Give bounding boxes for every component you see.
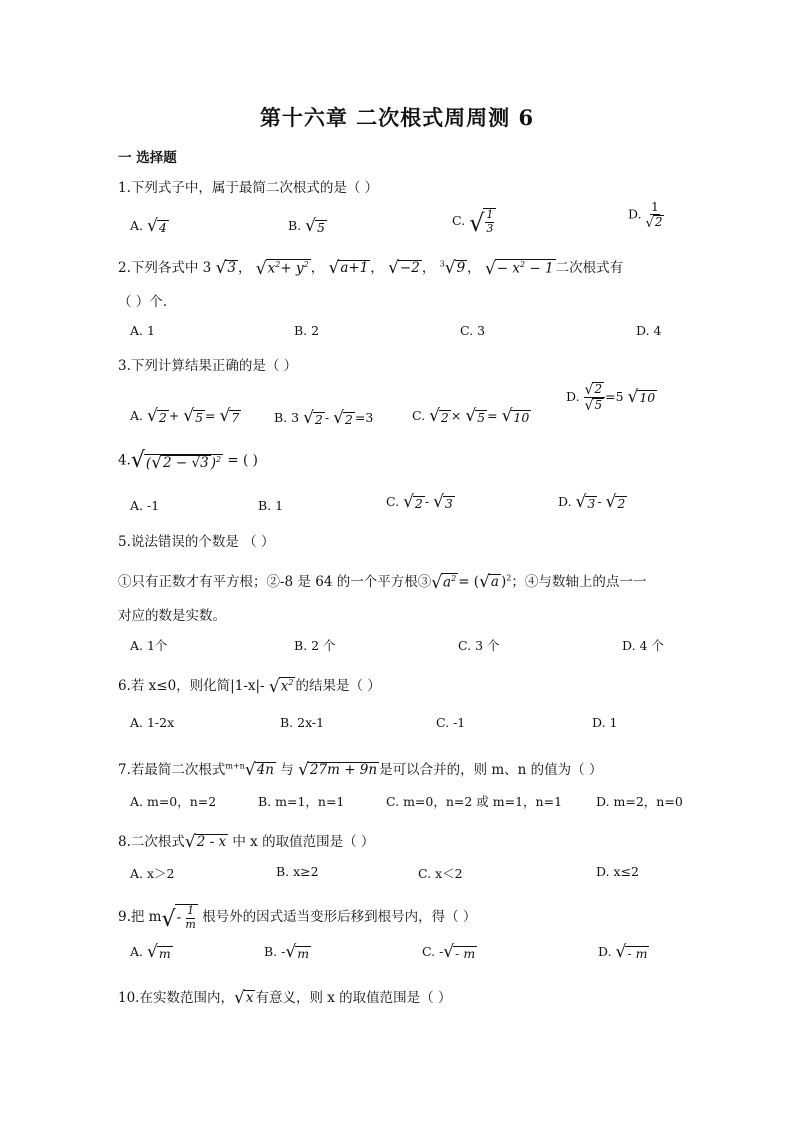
question-7-option-a: A. m=0，n=2 bbox=[130, 794, 217, 809]
question-8-option-b: B. x≥2 bbox=[276, 864, 319, 879]
question-1-stem: 1.下列式子中，属于最简二次根式的是（ ） bbox=[118, 180, 379, 196]
question-4-stem: 4. √ ( √ 2 − √3 )$^2$ = ( ) bbox=[118, 448, 258, 473]
question-2-option-b: B. 2 bbox=[294, 323, 320, 338]
question-3-stem: 3.下列计算结果正确的是（ ） bbox=[118, 358, 298, 374]
question-1-option-d: D. 1 √ 2 bbox=[628, 200, 663, 231]
question-5-option-d: D. 4 个 bbox=[622, 638, 664, 653]
question-9-option-b: B. - √ m bbox=[264, 942, 310, 962]
question-2-stem-cont: （ ）个. bbox=[118, 294, 168, 310]
question-9-stem: 9.把 m √ - $\frac{1}{m}$ 根号外的因式适当变形后移到根号内，得（ ） bbox=[118, 904, 477, 933]
question-1-option-b: B. √ 5 bbox=[288, 216, 325, 236]
question-6-option-d: D. 1 bbox=[592, 715, 618, 730]
question-5-statement: ①只有正数才有平方根；②-8 是 64 的一个平方根③ √ $a^2$ = ( √ a )$^2$；④与数轴上的点一一 bbox=[118, 572, 647, 593]
question-8-option-a: A. x＞2 bbox=[130, 866, 175, 881]
question-9-option-a: A. √ m bbox=[130, 942, 171, 962]
question-2-stem: 2.下列各式中 3 √ 3 ， √ $x^2+ y^2$ ， √ a+1 ， √ −2 ， $^3$ √ 9 ， √ − $x^2 - 1$ 二次根式有 bbox=[118, 258, 624, 279]
question-2-option-d: D. 4 bbox=[636, 323, 662, 338]
question-5-option-a: A. 1个 bbox=[130, 638, 168, 653]
question-2-option-a: A. 1 bbox=[130, 323, 155, 338]
question-4-option-a: A. -1 bbox=[130, 498, 160, 513]
question-4-option-d: D. √ 3 - √ 2 bbox=[558, 492, 626, 512]
question-6-stem: 6.若 x≤0，则化简|1-x|- √ $x^2$ 的结果是（ ） bbox=[118, 676, 381, 697]
question-4-option-c: C. √ 2 - √ 3 bbox=[386, 492, 453, 512]
section-heading: 一 选择题 bbox=[118, 150, 177, 166]
question-9-option-d: D. √ - m bbox=[598, 942, 648, 962]
question-8-option-d: D. x≤2 bbox=[596, 864, 639, 879]
question-8-stem: 8.二次根式 √ 2 - x 中 x 的取值范围是（ ） bbox=[118, 832, 375, 852]
question-6-option-a: A. 1-2x bbox=[130, 715, 175, 730]
question-10-stem: 10.在实数范围内， √ x 有意义，则 x 的取值范围是（ ） bbox=[118, 988, 452, 1008]
question-6-option-b: B. 2x-1 bbox=[280, 715, 325, 730]
question-3-option-b: B. 3 √ 2 - √ 2 =3 bbox=[274, 408, 374, 428]
question-5-option-c: C. 3 个 bbox=[458, 638, 500, 653]
question-7-option-b: B. m=1，n=1 bbox=[258, 794, 345, 809]
question-7-option-d: D. m=2，n=0 bbox=[596, 794, 683, 809]
page-title: 第十六章 二次根式周周测 6 bbox=[259, 105, 535, 130]
question-3-option-a: A. √ 2 + √ 5 = √ 7 bbox=[130, 406, 240, 426]
question-1-option-a: A. √ 4 bbox=[130, 216, 167, 236]
question-4-option-b: B. 1 bbox=[258, 498, 284, 513]
question-9-option-c: C. - √ - m bbox=[422, 942, 476, 962]
question-7-stem: 7.若最简二次根式$^{m+n}$ √ 4n 与 √ 27m + 9n 是可以合并的，则 m、n 的值为（ ） bbox=[118, 760, 603, 780]
question-8-option-c: C. x＜2 bbox=[418, 866, 463, 881]
question-6-option-c: C. -1 bbox=[436, 715, 466, 730]
question-7-option-c: C. m=0，n=2 或 m=1，n=1 bbox=[386, 794, 563, 809]
question-5-statement-cont: 对应的数是实数。 bbox=[118, 608, 226, 624]
question-3-option-d: D. √ 2 √ 5 =5 √ 10 bbox=[566, 381, 656, 414]
question-2-option-c: C. 3 bbox=[460, 323, 486, 338]
question-5-stem: 5.说法错误的个数是 （ ） bbox=[118, 534, 275, 550]
question-3-option-c: C. √ 2 × √ 5 = √ 10 bbox=[412, 406, 530, 426]
question-5-option-b: B. 2 个 bbox=[294, 638, 336, 653]
question-1-option-c: C. √ $\frac{1}{3}$ bbox=[452, 208, 496, 235]
